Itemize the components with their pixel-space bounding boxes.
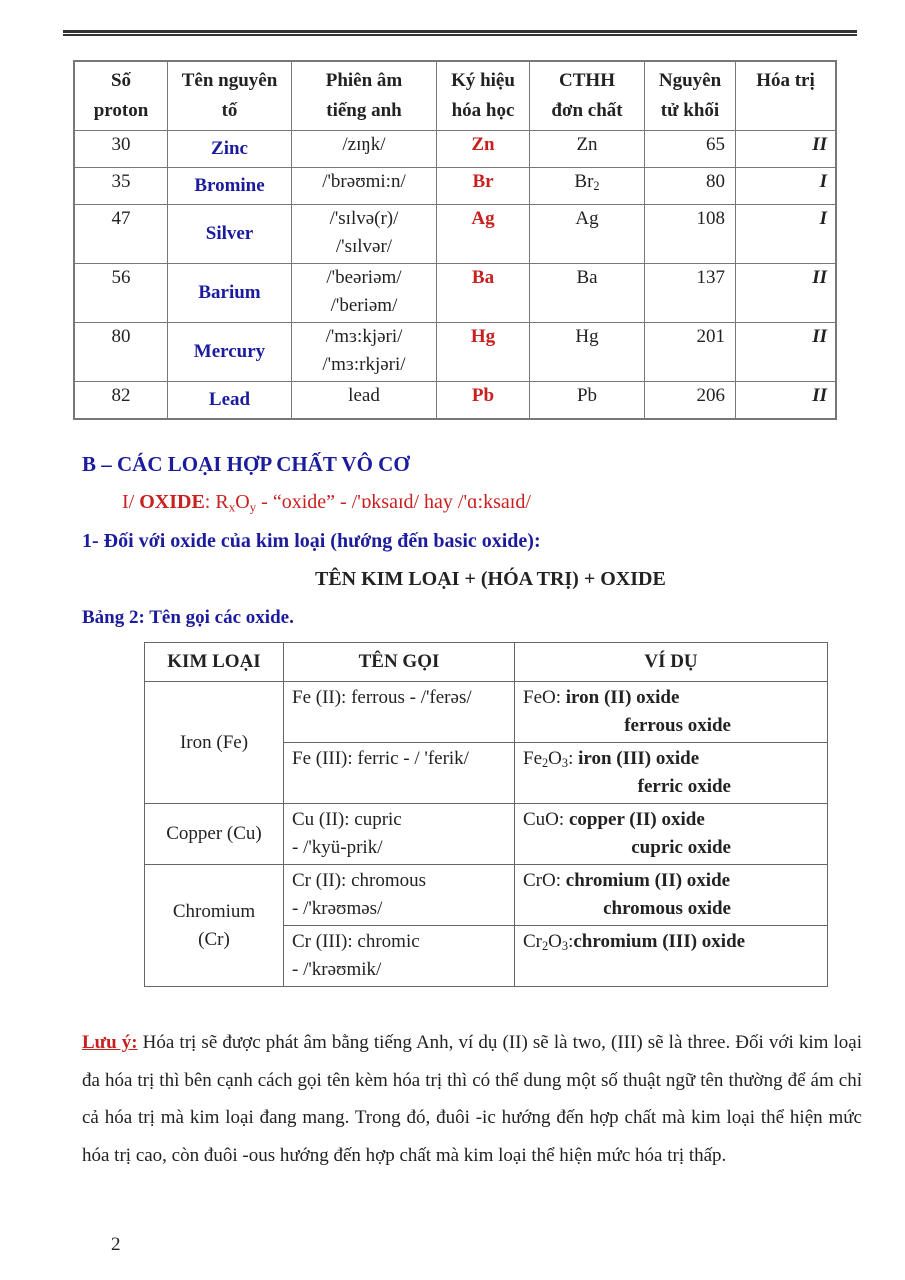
metal-oxide-heading: 1- Đối với oxide của kim loại (hướng đến basic oxide): — [82, 530, 541, 552]
name-cell: Cr (III): chromic - /'krəʊmik/ — [284, 926, 515, 987]
metal-cell: Copper (Cu) — [145, 804, 284, 865]
naming-formula: TÊN KIM LOẠI + (HÓA TRỊ) + OXIDE — [315, 568, 666, 590]
atomic-mass-cell: 80 — [645, 168, 736, 205]
pronunciation-cell: /'brəʊmi:n/ — [292, 168, 437, 205]
proton-cell: 47 — [74, 205, 168, 264]
header-cell: TÊN GỌI — [284, 643, 515, 682]
table-row — [74, 323, 836, 382]
proton-cell: 82 — [74, 382, 168, 420]
header-cell: KIM LOẠI — [145, 643, 284, 682]
name-cell: Cr (II): chromous - /'krəʊməs/ — [284, 865, 515, 926]
table-header-row — [145, 643, 828, 682]
atomic-mass-cell: 206 — [645, 382, 736, 420]
table-row — [74, 131, 836, 168]
symbol-cell: Ba — [437, 264, 530, 323]
note-label: Lưu ý: — [82, 1032, 138, 1053]
name-cell: Cu (II): cupric - /'kyü-prik/ — [284, 804, 515, 865]
example-cell: CrO: chromium (II) oxide chromous oxide — [515, 865, 828, 926]
pronunciation-cell: /zɪŋk/ — [292, 131, 437, 168]
name-cell: Fe (II): ferrous - /'ferəs/ — [284, 682, 515, 743]
formula-cell: Pb — [530, 382, 645, 420]
section-title: B – CÁC LOẠI HỢP CHẤT VÔ CƠ — [82, 452, 410, 476]
header-cell: Tên nguyên tố — [168, 61, 292, 131]
example-cell: CuO: copper (II) oxide cupric oxide — [515, 804, 828, 865]
proton-cell: 80 — [74, 323, 168, 382]
formula-cell: $Br_2$ — [530, 168, 645, 205]
valence-cell: I — [736, 205, 837, 264]
header-cell: Ký hiệu hóa học — [437, 61, 530, 131]
proton-cell: 56 — [74, 264, 168, 323]
page-number: 2 — [111, 1234, 121, 1255]
symbol-cell: Zn — [437, 131, 530, 168]
table-row — [74, 205, 836, 264]
valence-cell: II — [736, 131, 837, 168]
valence-cell: II — [736, 382, 837, 420]
example-cell: $Fe_2O_3$: iron (III) oxide ferric oxide — [515, 743, 828, 804]
header-double-rule — [63, 30, 857, 37]
symbol-cell: Br — [437, 168, 530, 205]
table-row — [145, 865, 828, 926]
element-name-cell: Bromine — [168, 168, 292, 205]
formula-cell: Zn — [530, 131, 645, 168]
symbol-cell: Pb — [437, 382, 530, 420]
formula-cell: Hg — [530, 323, 645, 382]
atomic-mass-cell: 65 — [645, 131, 736, 168]
note-text: Hóa trị sẽ được phát âm bằng tiếng Anh, ví dụ (II) sẽ là two, (III) sẽ là three. Đối với kim loại đa hóa trị thì bên cạnh cách gọi tên kèm hóa trị thì có thể dung một số thuật ngữ tên thường để ám chỉ cả hóa trị mà kim loại đang mang. Trong đó, đuôi -ic hướng đến hợp chất mà kim loại thể hiện mức hóa trị cao, còn đuôi -ous hướng đến hợp chất mà kim loại thể hiện mức hóa trị thấp. — [82, 1032, 862, 1166]
atomic-mass-cell: 137 — [645, 264, 736, 323]
header-cell: Nguyên tử khối — [645, 61, 736, 131]
proton-cell: 30 — [74, 131, 168, 168]
header-cell: CTHH đơn chất — [530, 61, 645, 131]
element-name-cell: Mercury — [168, 323, 292, 382]
table-row — [74, 382, 836, 420]
table-row — [74, 264, 836, 323]
element-name-cell: Lead — [168, 382, 292, 420]
oxide-formula: $R_xO_y$ — [215, 491, 257, 515]
header-cell: Hóa trị — [736, 61, 837, 131]
formula-cell: Ba — [530, 264, 645, 323]
elements-table — [73, 60, 837, 420]
example-cell: $Cr_2O_3:chromium$ (III) oxide — [515, 926, 828, 987]
proton-cell: 35 — [74, 168, 168, 205]
element-name-cell: Zinc — [168, 131, 292, 168]
oxide-names-table — [144, 642, 828, 987]
valence-cell: II — [736, 264, 837, 323]
formula-cell: Ag — [530, 205, 645, 264]
pronunciation-cell: /'sɪlvə(r)/ /'sɪlvər/ — [292, 205, 437, 264]
header-cell: Số proton — [74, 61, 168, 131]
oxide-keyword: OXIDE — [139, 491, 205, 513]
table-header-row — [74, 61, 836, 131]
metal-cell: Iron (Fe) — [145, 682, 284, 804]
example-cell: FeO: iron (II) oxide ferrous oxide — [515, 682, 828, 743]
oxide-definition-line: I/ OXIDE: $R_xO_y$ - “oxide” - /'ɒksaɪd/ hay /'ɑ:ksaɪd/ — [122, 491, 531, 515]
header-cell: Phiên âm tiếng anh — [292, 61, 437, 131]
valence-cell: II — [736, 323, 837, 382]
pronunciation-cell: lead — [292, 382, 437, 420]
valence-cell: I — [736, 168, 837, 205]
table-row — [145, 804, 828, 865]
table-row — [145, 682, 828, 743]
pronunciation-cell: /'beəriəm/ /'beriəm/ — [292, 264, 437, 323]
symbol-cell: Hg — [437, 323, 530, 382]
name-cell: Fe (III): ferric - / 'ferik/ — [284, 743, 515, 804]
symbol-cell: Ag — [437, 205, 530, 264]
oxide-pronunciation: - “oxide” - /'ɒksaɪd/ hay /'ɑ:ksaɪd/ — [256, 491, 531, 513]
metal-cell: Chromium (Cr) — [145, 865, 284, 987]
element-name-cell: Silver — [168, 205, 292, 264]
table-caption: Bảng 2: Tên gọi các oxide. — [82, 607, 294, 628]
atomic-mass-cell: 201 — [645, 323, 736, 382]
element-name-cell: Barium — [168, 264, 292, 323]
oxide-prefix: I/ — [122, 491, 140, 513]
pronunciation-cell: /'mɜ:kjəri/ /'mɜ:rkjəri/ — [292, 323, 437, 382]
note-paragraph — [82, 1024, 862, 1174]
table-row — [74, 168, 836, 205]
header-cell: VÍ DỤ — [515, 643, 828, 682]
atomic-mass-cell: 108 — [645, 205, 736, 264]
